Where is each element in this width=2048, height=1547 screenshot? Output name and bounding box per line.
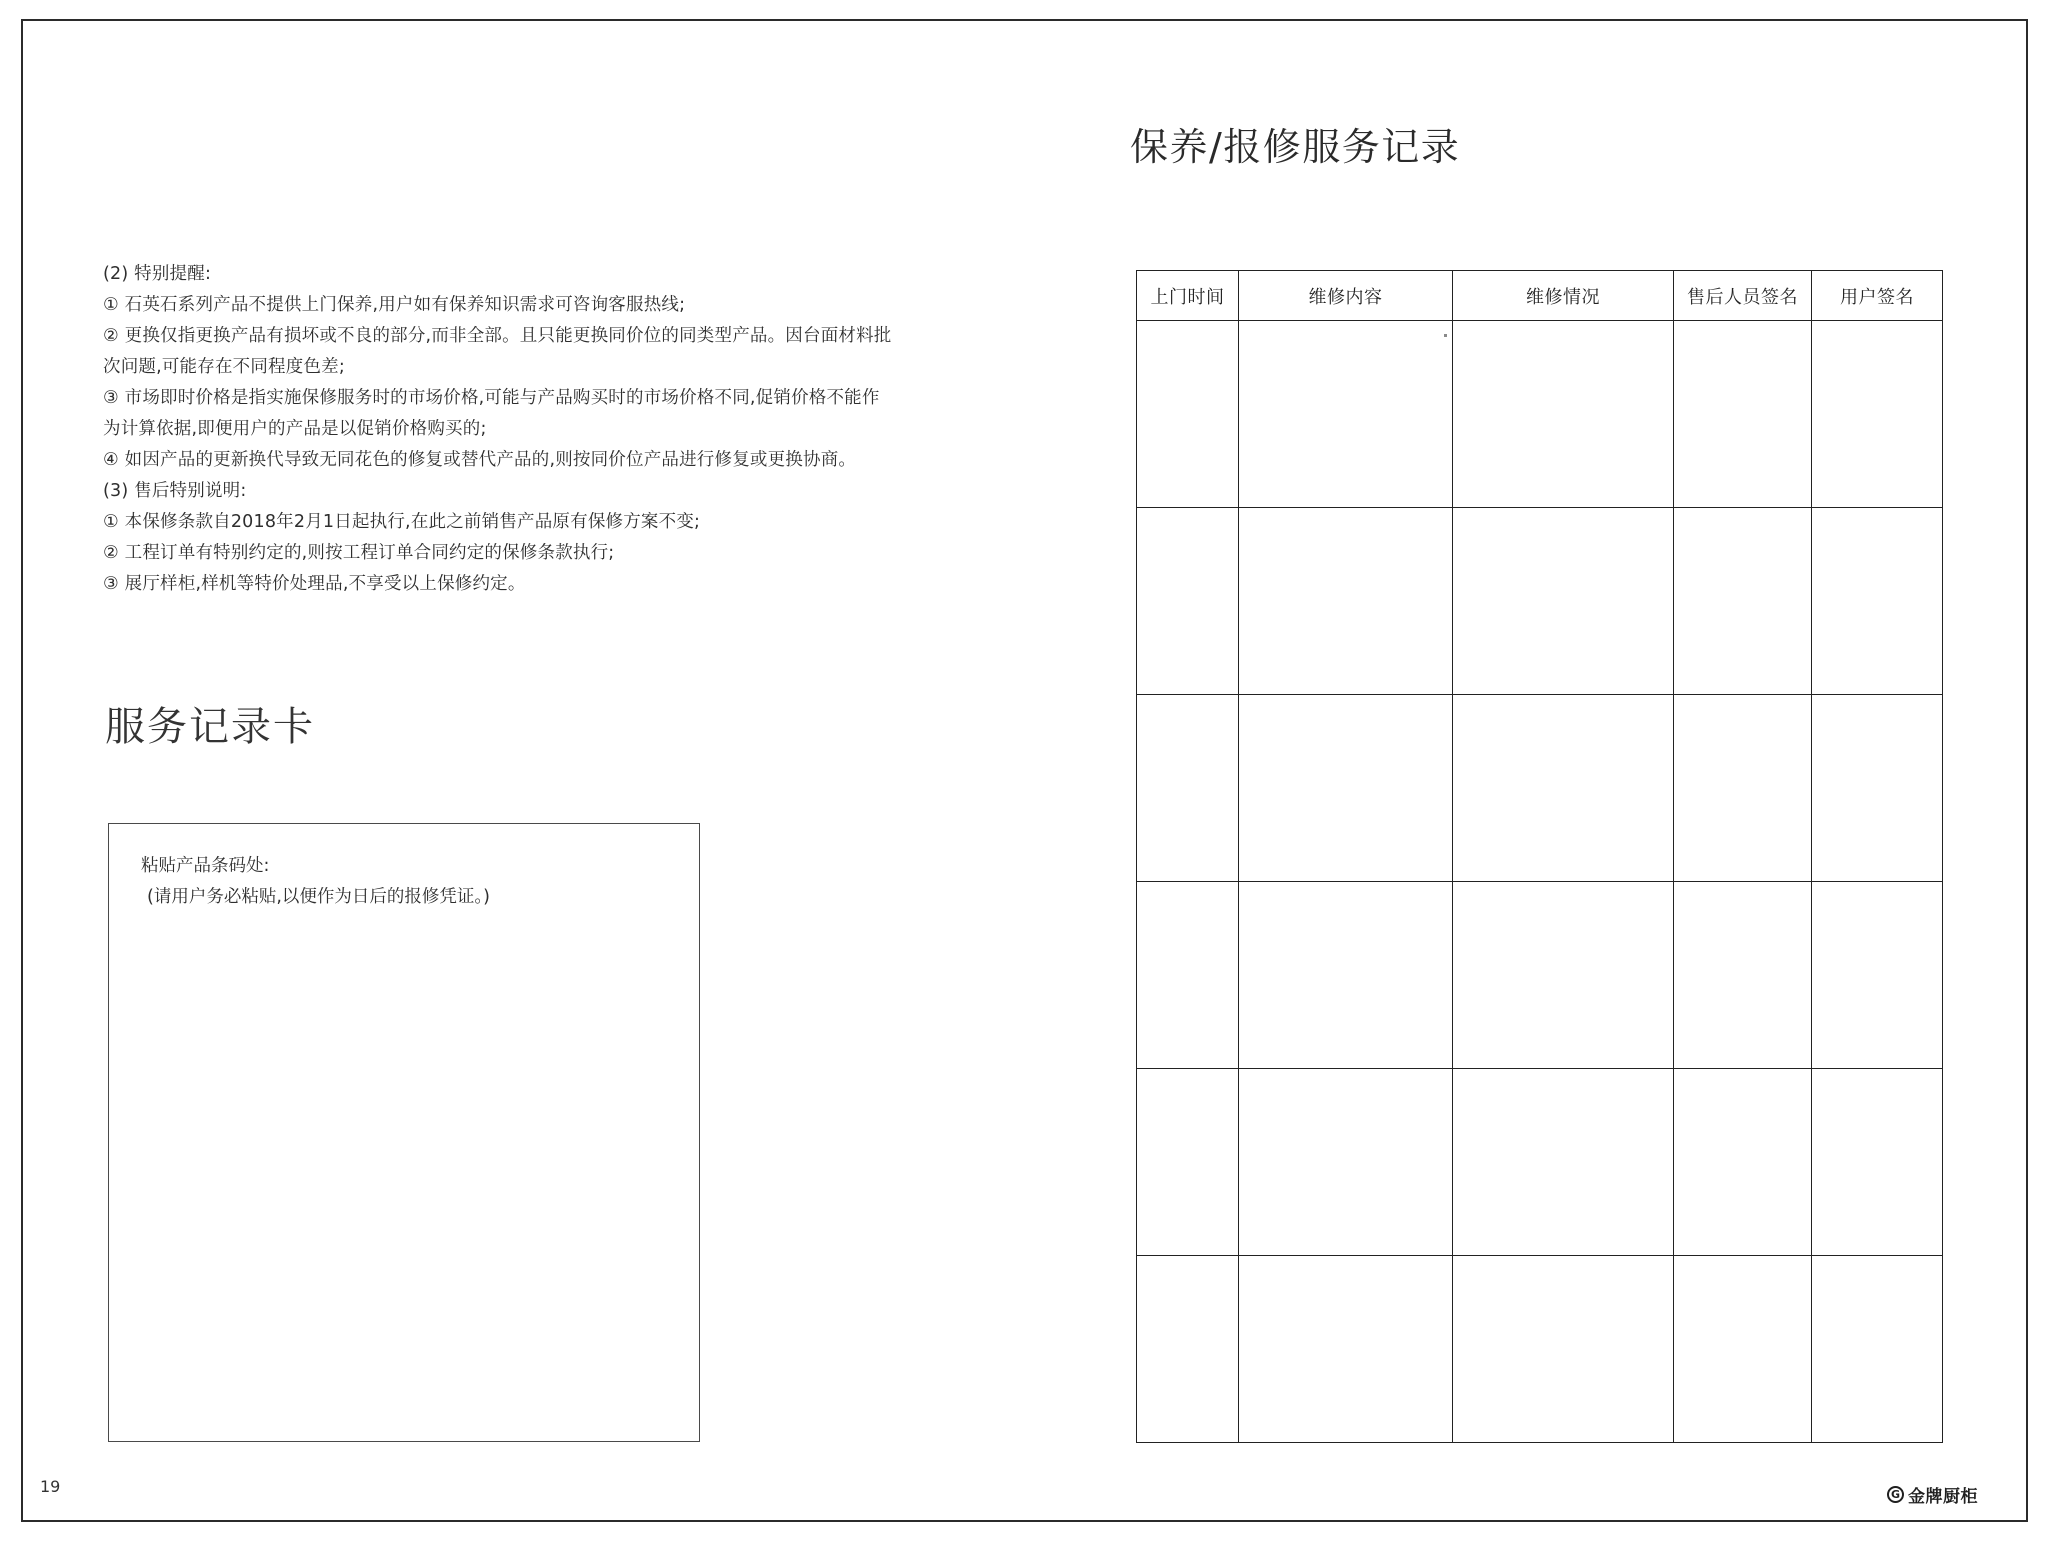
- note-line: 次问题,可能存在不同程度色差;: [103, 357, 345, 377]
- empty-record-cell: [1674, 1069, 1812, 1256]
- table-row: [1137, 508, 1943, 695]
- note-line: 为计算依据,即便用户的产品是以促销价格购买的;: [103, 419, 487, 439]
- column-header: 售后人员签名: [1674, 271, 1812, 321]
- note-line: ③ 市场即时价格是指实施保修服务时的市场价格,可能与产品购买时的市场价格不同,促销价格不能作: [103, 388, 880, 408]
- column-header: 维修内容: [1239, 271, 1453, 321]
- maintenance-record-title: 保养/报修服务记录: [1130, 125, 1461, 169]
- column-header: 维修情况: [1453, 271, 1674, 321]
- note-line: ② 工程订单有特别约定的,则按工程订单合同约定的保修条款执行;: [103, 543, 615, 563]
- brand-g-icon: G: [1887, 1486, 1904, 1503]
- note-line: ④ 如因产品的更新换代导致无同花色的修复或替代产品的,则按同价位产品进行修复或更换协商。: [103, 450, 857, 470]
- empty-record-cell: [1674, 695, 1812, 882]
- service-record-table: [1136, 270, 1943, 1443]
- table-row: [1137, 1256, 1943, 1443]
- note-line: ① 石英石系列产品不提供上门保养,用户如有保养知识需求可咨询客服热线;: [103, 295, 686, 315]
- empty-record-cell: [1812, 1256, 1943, 1443]
- empty-record-cell: [1674, 321, 1812, 508]
- warranty-notes-block: [103, 259, 933, 600]
- empty-record-cell: [1453, 1069, 1674, 1256]
- brand-name: 金牌厨柜: [1908, 1487, 1978, 1507]
- column-header: 用户签名: [1812, 271, 1943, 321]
- table-row: [1137, 321, 1943, 508]
- empty-record-cell: [1239, 1256, 1453, 1443]
- empty-record-cell: [1812, 1069, 1943, 1256]
- empty-record-cell: [1239, 321, 1453, 508]
- empty-record-cell: [1137, 882, 1239, 1069]
- empty-record-cell: [1674, 882, 1812, 1069]
- note-line: (3) 售后特别说明:: [103, 481, 247, 501]
- note-line: (2) 特别提醒:: [103, 264, 212, 284]
- brand-logo: [1887, 1482, 1978, 1507]
- note-line: ① 本保修条款自2018年2月1日起执行,在此之前销售产品原有保修方案不变;: [103, 512, 701, 532]
- barcode-sticker-box: [108, 823, 700, 1442]
- empty-record-cell: [1812, 882, 1943, 1069]
- empty-record-cell: [1453, 321, 1674, 508]
- barcode-box-note: (请用户务必粘贴,以便作为日后的报修凭证。): [147, 887, 490, 907]
- empty-record-cell: [1812, 695, 1943, 882]
- empty-record-cell: [1137, 695, 1239, 882]
- page-number: 19: [40, 1477, 61, 1496]
- empty-record-cell: [1137, 321, 1239, 508]
- empty-record-cell: [1812, 508, 1943, 695]
- table-header-row: [1137, 271, 1943, 321]
- empty-record-cell: [1453, 882, 1674, 1069]
- barcode-box-title: 粘贴产品条码处:: [141, 856, 270, 876]
- empty-record-cell: [1453, 695, 1674, 882]
- empty-record-cell: [1239, 882, 1453, 1069]
- empty-record-cell: [1239, 508, 1453, 695]
- column-header: 上门时间: [1137, 271, 1239, 321]
- note-line: ③ 展厅样柜,样机等特价处理品,不享受以上保修约定。: [103, 574, 526, 594]
- table-body: [1137, 321, 1943, 1443]
- service-record-card-heading: 服务记录卡: [105, 704, 315, 750]
- empty-record-cell: [1239, 1069, 1453, 1256]
- empty-record-cell: [1137, 1069, 1239, 1256]
- empty-record-cell: [1453, 1256, 1674, 1443]
- empty-record-cell: [1453, 508, 1674, 695]
- table-row: [1137, 695, 1943, 882]
- empty-record-cell: [1674, 1256, 1812, 1443]
- print-artifact-dot: [1444, 334, 1447, 337]
- table-row: [1137, 1069, 1943, 1256]
- note-line: ② 更换仅指更换产品有损坏或不良的部分,而非全部。且只能更换同价位的同类型产品。因台面材料批: [103, 326, 892, 346]
- empty-record-cell: [1137, 1256, 1239, 1443]
- empty-record-cell: [1812, 321, 1943, 508]
- empty-record-cell: [1137, 508, 1239, 695]
- table-row: [1137, 882, 1943, 1069]
- empty-record-cell: [1674, 508, 1812, 695]
- empty-record-cell: [1239, 695, 1453, 882]
